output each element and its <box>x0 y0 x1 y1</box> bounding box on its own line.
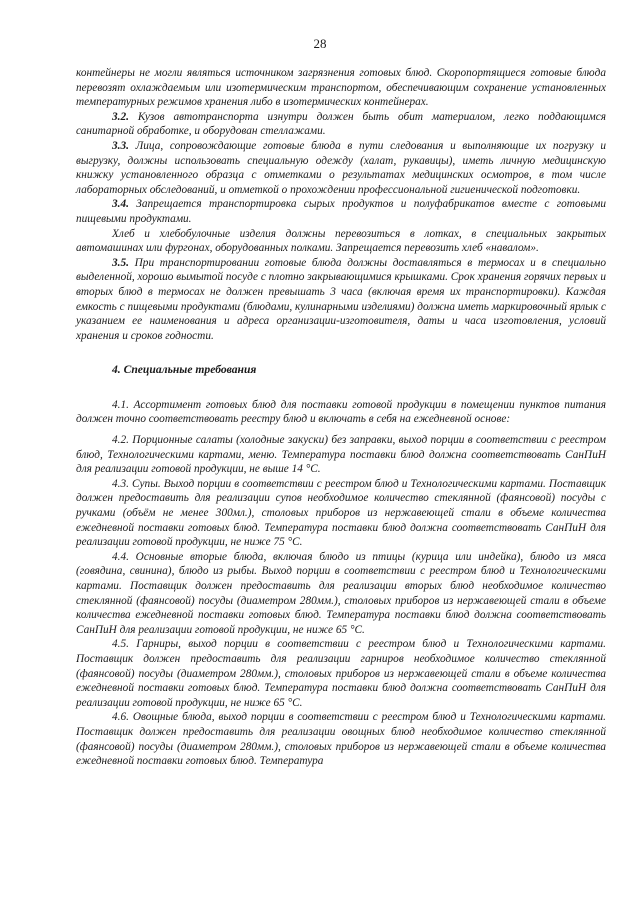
paragraph-3-2 <box>76 110 606 139</box>
paragraph-4-4: 4.4. Основные вторые блюда, включая блюдо из птицы (курица или индейка), блюдо из мяса (говядина, свинина), блюдо из рыбы. Выход порции в соответствии с реестром блюд и Технологическими картами. Поставщик должен предоставить для реализации вторых блюд необходимое количество стеклянной (фаянсовой) посуды (диаметром 280мм.), столовых приборов из нержавеющей стали в объеме количества ежедневной поставки готовых блюд. Температура поставки блюд должна соответствовать СанПиН для реализации готовой продукции, не ниже 65 °С. <box>76 550 606 636</box>
clause-number: 3.2. <box>112 110 129 123</box>
page-number: 28 <box>313 36 327 51</box>
clause-text: Лица, сопровождающие готовые блюда в пути следования и выполняющие их погрузку и выгрузку, должны использовать специальную одежду (халат, рукавицы), иметь личную медицинскую книжку установленного образца с отметками о результатах медицинских осмотров, в том числе лабораторных обследований, и отметкой о прохождении профессиональной гигиенической подготовки. <box>76 139 606 196</box>
paragraph-bread: Хлеб и хлебобулочные изделия должны перевозиться в лотках, в специальных закрытых автомашинах или фургонах, оборудованных полками. Запрещается перевозить хлеб «навалом». <box>76 227 606 255</box>
clause-text: При транспортировании готовые блюда должны доставляться в термосах и в специально выделенной, хорошо вымытой посуде с плотно закрывающимися крышками. Срок хранения горячих первых и вторых блюд в термосах не должен превышать 3 часа (включая время их транспортировки). Каждая емкость с пищевыми продуктами (блюдами, кулинарными изделиями) должна иметь маркировочный ярлык с указанием ее наименования и адреса организации-изготовителя, даты и часа изготовления, условий хранения и сроков годности. <box>76 256 606 342</box>
clause-text: Запрещается транспортировка сырых продуктов и полуфабрикатов вместе с готовыми пищевыми продуктами. <box>76 198 606 225</box>
paragraph-4-2: 4.2. Порционные салаты (холодные закуски) без заправки, выход порции в соответствии с реестром блюд, Технологическими картами, меню. Температура поставки блюд должна соответствовать СанПиН для реализации готовой продукции, не выше 14 °С. <box>76 434 606 476</box>
paragraph-4-3: 4.3. Супы. Выход порции в соответствии с реестром блюд и Технологическими картами. Поставщик должен предоставить для реализации супов необходимое количество стеклянной (фаянсовой) посуды с ручками (объём не менее 300мл.), столовых приборов из нержавеющей стали в объеме количества ежедневной поставки готовых блюд. Температура поставки блюд должна соответствовать СанПиН для реализации готовой продукции, не ниже 75 °С. <box>76 477 606 549</box>
paragraph-intro: контейнеры не могли являться источником загрязнения готовых блюд. Скоропортящиеся готовые блюда перевозят охлаждаемым или изотермическим транспортом, обеспечивающим сохранение установленных температурных режимов хранения либо в изотермических контейнерах. <box>76 67 606 109</box>
clause-number: 3.4. <box>112 198 129 211</box>
paragraph-4-6: 4.6. Овощные блюда, выход порции в соответствии с реестром блюд и Технологическими картами. Поставщик должен предоставить для реализации овощных блюд необходимое количество стеклянной (фаянсовой) посуды (диаметром 280мм.), столовых приборов из нержавеющей стали в объеме количества ежедневной поставки готовых блюд. Температура <box>76 711 606 768</box>
document-body <box>76 66 606 769</box>
section-heading: 4. Специальные требования <box>112 363 257 377</box>
clause-number: 3.5. <box>112 256 129 269</box>
clause-text: Кузов автотранспорта изнутри должен быть обит материалом, легко поддающимся санитарной обработке, и оборудован стеллажами. <box>76 110 606 138</box>
paragraph-3-4 <box>76 197 606 226</box>
paragraph-4-1: 4.1. Ассортимент готовых блюд для поставки готовой продукции в помещении пунктов питания должен точно соответствовать реестру блюд и включать в себя на ежедневной основе: <box>76 398 606 426</box>
clause-number: 3.3. <box>112 139 129 152</box>
paragraph-3-5 <box>76 256 606 344</box>
paragraph-4-5: 4.5. Гарниры, выход порции в соответствии с реестром блюд и Технологическими картами. Поставщик должен предоставить для реализации гарниров необходимое количество стеклянной (фаянсовой) посуды (диаметром 280мм.), столовых приборов из нержавеющей стали в объеме количества ежедневной поставки готовых блюд. Температура поставки блюд должна соответствовать СанПиН для реализации готовой продукции, не ниже 65 °С. <box>76 638 606 709</box>
paragraph-3-3 <box>76 139 606 197</box>
